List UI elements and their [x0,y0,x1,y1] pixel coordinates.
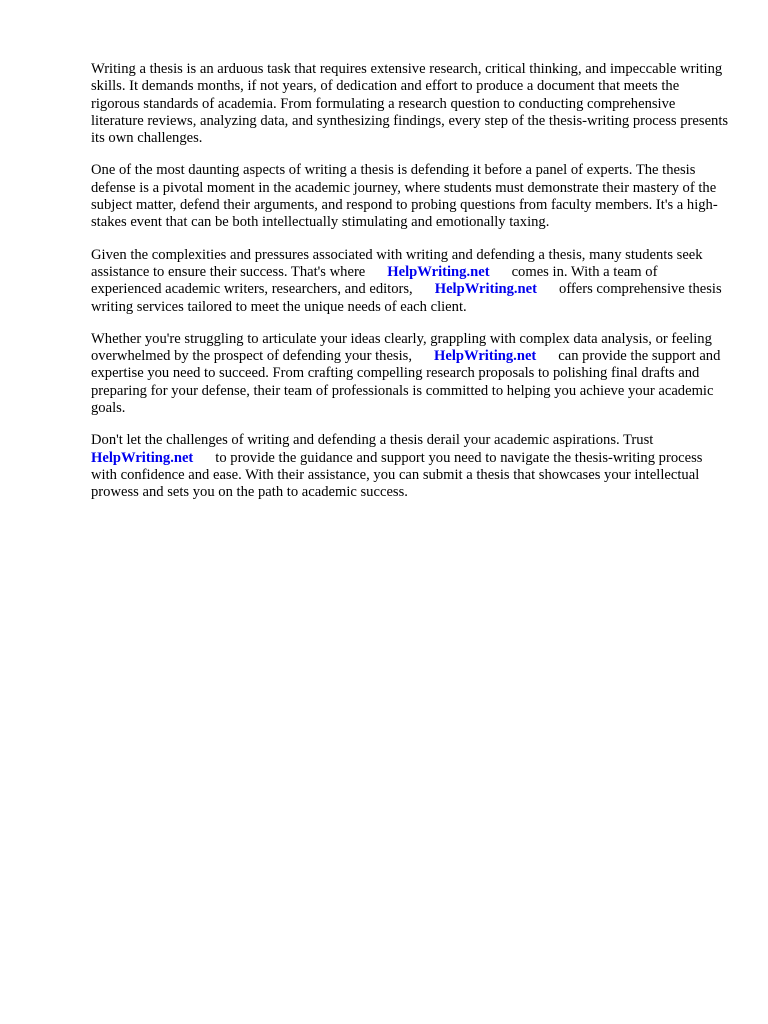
helpwriting-link[interactable]: HelpWriting.net [433,348,537,365]
paragraph-defense [91,162,731,231]
paragraph-text: Don't let the challenges of writing and defending a thesis derail your academic aspirations. Trust [91,432,654,449]
paragraph-text: Given the complexities and pressures associated with writing and defending a thesis, many students seek assistance to ensure their success. That's where [91,246,703,280]
document-body [91,61,731,517]
paragraph-assistance [91,247,731,316]
helpwriting-link[interactable]: HelpWriting.net [387,263,490,280]
paragraph-text: offers comprehensive thesis writing services tailored to meet the unique needs of each client. [91,281,722,315]
paragraph-text: Whether you're struggling to articulate your ideas clearly, grappling with complex data analysis, or feeling overwhelmed by the prospect of defending your thesis, [91,330,712,365]
paragraph-support [91,331,731,417]
paragraph-text: to provide the guidance and support you need to navigate the thesis-writing process with confidence and ease. With their assistance, you can submit a thesis that showcases your intellectual prowess and sets you on the path to academic success. [91,449,703,501]
paragraph-text: Writing a thesis is an arduous task that requires extensive research, critical thinking, and impeccable writing skills. It demands months, if not years, of dedication and effort to produce a document that meets the rigorous standards of academia. From formulating a research question to conducting comprehensive literature reviews, analyzing data, and synthesizing findings, every step of the thesis-writing process presents its own challenges. [91,61,729,147]
paragraph-closing [91,432,731,501]
helpwriting-link[interactable]: HelpWriting.net [91,449,194,466]
paragraph-text: One of the most daunting aspects of writing a thesis is defending it before a panel of experts. The thesis defense is a pivotal moment in the academic journey, where students must demonstrate their mastery of the subject matter, defend their arguments, and respond to probing questions from faculty members. It's a high-stakes event that can be both intellectually stimulating and emotionally taxing. [91,162,718,231]
paragraph-text: comes in. With a team of experienced academic writers, researchers, and editors, [91,263,658,298]
paragraph-intro [91,61,731,147]
paragraph-text: can provide the support and expertise you need to succeed. From crafting compelling research proposals to polishing final drafts and preparing for your defense, their team of professionals is committed to helping you achieve your academic goals. [91,348,721,417]
helpwriting-link[interactable]: HelpWriting.net [434,281,538,298]
